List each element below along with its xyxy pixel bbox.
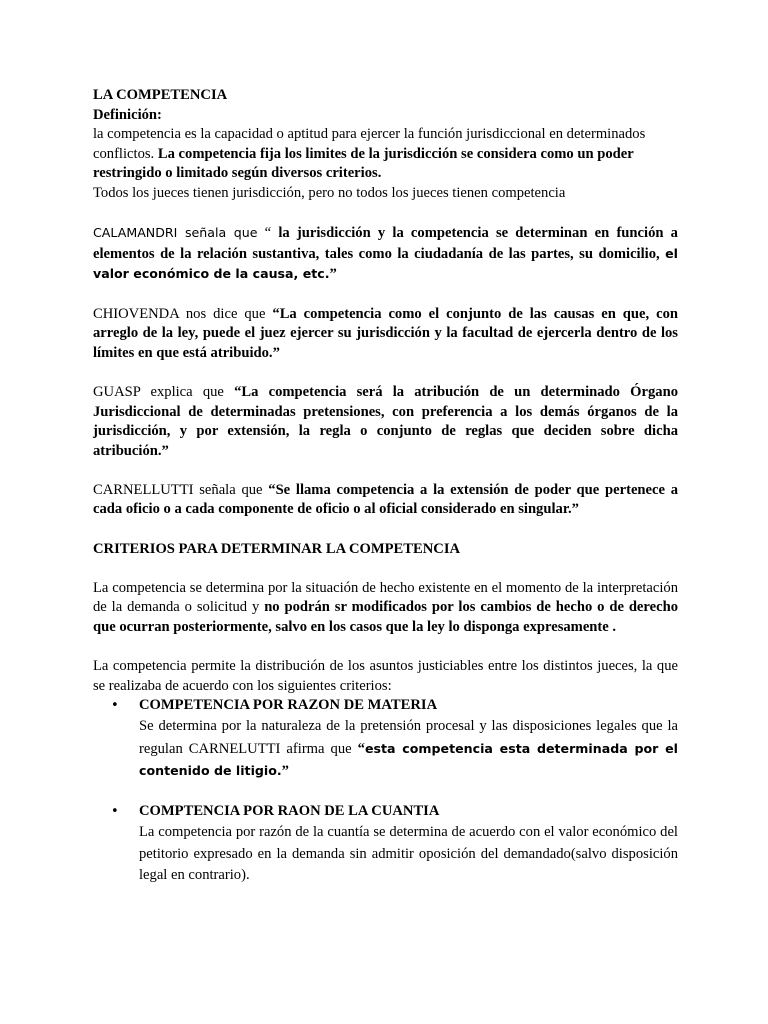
definition-label: Definición: [93, 106, 162, 123]
list-item [93, 802, 678, 886]
guasp-paragraph: GUASP explica que “La competencia será la atribución de un determinado Órgano Jurisdiccional de determinadas pretensiones, con preferencia a los demás órganos de la jurisdicción, y por extensión, la regla o conjunto de reglas que deciden sobre dicha atribución.” [93, 383, 678, 459]
chiovenda-paragraph: CHIOVENDA nos dice que “La competencia como el conjunto de las causas en que, con arreglo de la ley, puede el juez ejercer su jurisdicción y la facultad de ejercerla dentro de los límites en que está atribuido.” [93, 305, 678, 361]
bullet-icon: • [111, 804, 119, 820]
carnellutti-paragraph: CARNELLUTTI señala que “Se llama competencia a la extensión de poder que pertenece a cada oficio o a cada componente de oficio o al oficial considerado en singular.” [93, 481, 678, 518]
definition-paragraph: la competencia es la capacidad o aptitud para ejercer la función jurisdiccional en determinados conflictos. La competencia fija los limites de la jurisdicción se considera como un poder restringido o limitado según diversos criterios. [93, 126, 646, 182]
distribution-paragraph: La competencia permite la distribución de los asuntos justiciables entre los distintos jueces, la que se realizaba de acuerdo con los siguientes criterios: [93, 658, 678, 694]
item-body: La competencia por razón de la cuantía se determina de acuerdo con el valor económico del petitorio expresado en la demanda sin admitir oposición del demandado(salvo disposición legal en contrario). [139, 823, 678, 884]
list-spacer [93, 783, 678, 803]
jurisdiction-note: Todos los jueces tienen jurisdicción, pero no todos los jueces tienen competencia [93, 184, 566, 201]
item-body: Se determina por la naturaleza de la pretensión procesal y las disposiciones legales que la regulan CARNELUTTI afirma que “esta competencia esta determinada por el contenido de litigio.” [139, 718, 678, 780]
criteria-list [93, 696, 678, 886]
calamandri-paragraph: CALAMANDRI señala que “ la jurisdicción y la competencia se determinan en función a elementos de la relación sustantiva, tales como la ciudadanía de las partes, su domicilio, el valor económico de la causa, etc.” [93, 225, 678, 283]
bullet-icon: • [111, 698, 119, 714]
criterios-paragraph: La competencia se determina por la situación de hecho existente en el momento de la interpretación de la demanda o solicitud y no podrán sr modificados por los cambios de hecho o de derecho que ocurran posteriormente, salvo en los casos que la ley lo disponga expresamente . [93, 579, 678, 636]
document-title: LA COMPETENCIA [93, 87, 228, 103]
list-item [93, 696, 678, 782]
item-heading: COMPETENCIA POR RAZON DE MATERIA [139, 697, 438, 714]
criterios-heading: CRITERIOS PARA DETERMINAR LA COMPETENCIA [93, 540, 461, 557]
item-heading: COMPTENCIA POR RAON DE LA CUANTIA [139, 803, 440, 820]
